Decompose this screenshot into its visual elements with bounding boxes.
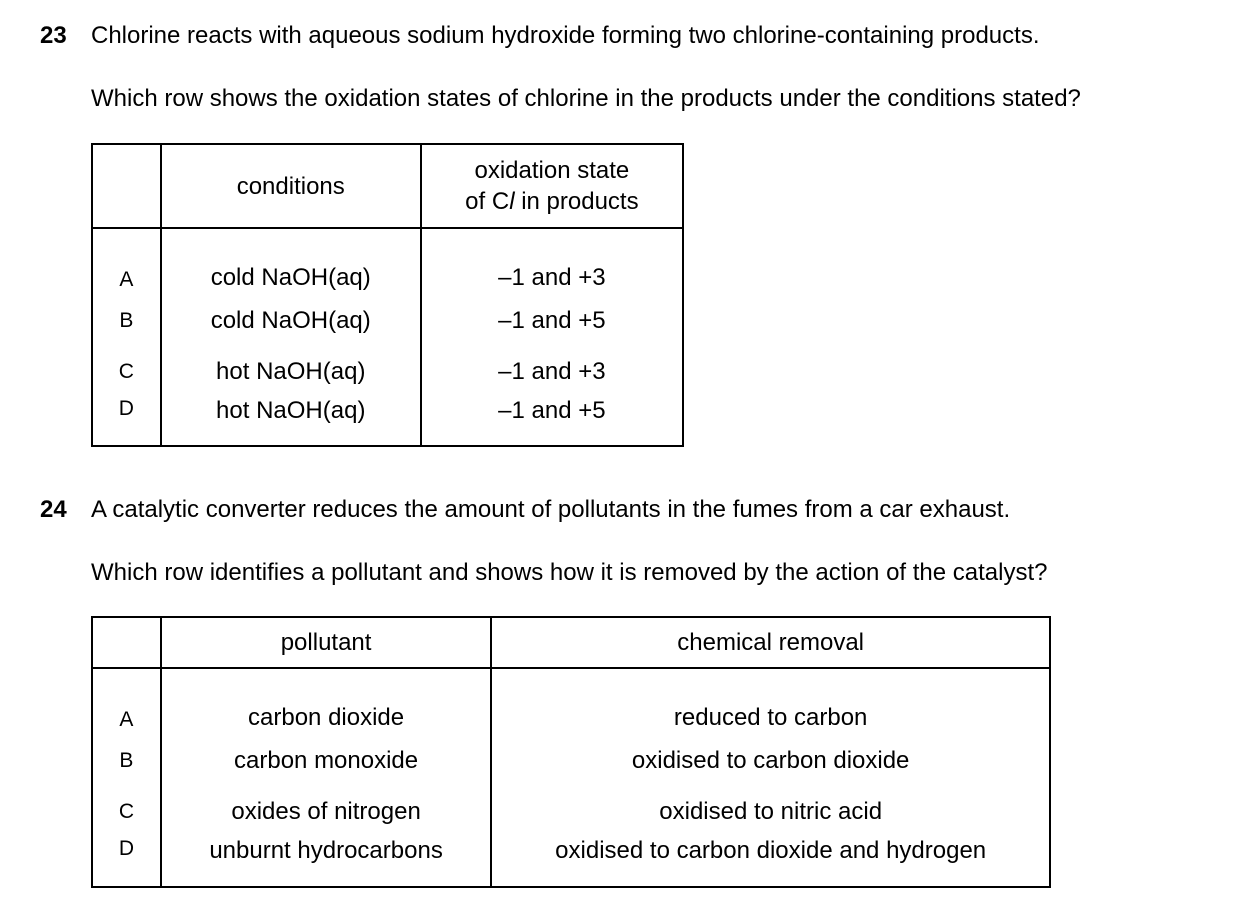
option-oxidation: –1 and +3 — [421, 228, 683, 295]
question-24-prompt: Which row identifies a pollutant and shows how it is removed by the action of the catalyst? — [91, 559, 1048, 586]
header-letter-blank — [92, 144, 161, 228]
option-letter: A — [92, 228, 161, 295]
header-chemical-removal: chemical removal — [491, 617, 1050, 668]
option-row-c[interactable] — [92, 786, 1050, 837]
option-letter: D — [92, 397, 161, 446]
header-oxidation-italic: l — [509, 188, 515, 215]
table-header-row — [92, 617, 1050, 668]
option-removal: oxidised to carbon dioxide and hydrogen — [491, 837, 1050, 887]
option-pollutant: carbon monoxide — [161, 735, 491, 786]
option-row-d[interactable] — [92, 837, 1050, 887]
option-row-a[interactable] — [92, 228, 683, 295]
header-oxidation-suffix: in products — [514, 188, 639, 215]
question-24-options-table — [91, 616, 1051, 888]
option-removal: oxidised to carbon dioxide — [491, 735, 1050, 786]
option-conditions: hot NaOH(aq) — [161, 397, 421, 446]
option-pollutant: carbon dioxide — [161, 668, 491, 735]
option-removal: oxidised to nitric acid — [491, 786, 1050, 837]
header-oxidation-line1: oxidation state — [474, 157, 630, 184]
header-oxidation-state — [421, 144, 683, 228]
option-pollutant: oxides of nitrogen — [161, 786, 491, 837]
question-23-options-table — [91, 143, 684, 447]
option-conditions: cold NaOH(aq) — [161, 228, 421, 295]
option-oxidation: –1 and +5 — [421, 397, 683, 446]
option-oxidation: –1 and +5 — [421, 295, 683, 346]
option-row-c[interactable] — [92, 346, 683, 397]
question-23-number: 23 — [40, 22, 67, 49]
option-oxidation: –1 and +3 — [421, 346, 683, 397]
question-24-number: 24 — [40, 496, 67, 523]
header-pollutant: pollutant — [161, 617, 491, 668]
option-letter: A — [92, 668, 161, 735]
option-letter: B — [92, 295, 161, 346]
question-23-prompt: Which row shows the oxidation states of chlorine in the products under the conditions stated? — [91, 85, 1081, 112]
option-letter: B — [92, 735, 161, 786]
option-conditions: cold NaOH(aq) — [161, 295, 421, 346]
header-conditions: conditions — [161, 144, 421, 228]
option-row-d[interactable] — [92, 397, 683, 446]
option-pollutant: unburnt hydrocarbons — [161, 837, 491, 887]
header-oxidation-prefix: of C — [465, 188, 510, 215]
option-letter: C — [92, 346, 161, 397]
table-header-row — [92, 144, 683, 228]
option-conditions: hot NaOH(aq) — [161, 346, 421, 397]
option-row-a[interactable] — [92, 668, 1050, 735]
option-letter: D — [92, 837, 161, 887]
option-row-b[interactable] — [92, 735, 1050, 786]
question-23-stem: Chlorine reacts with aqueous sodium hydroxide forming two chlorine-containing products. — [91, 22, 1040, 49]
question-24-stem: A catalytic converter reduces the amount of pollutants in the fumes from a car exhaust. — [91, 496, 1011, 523]
header-letter-blank — [92, 617, 161, 668]
option-removal: reduced to carbon — [491, 668, 1050, 735]
option-row-b[interactable] — [92, 295, 683, 346]
option-letter: C — [92, 786, 161, 837]
